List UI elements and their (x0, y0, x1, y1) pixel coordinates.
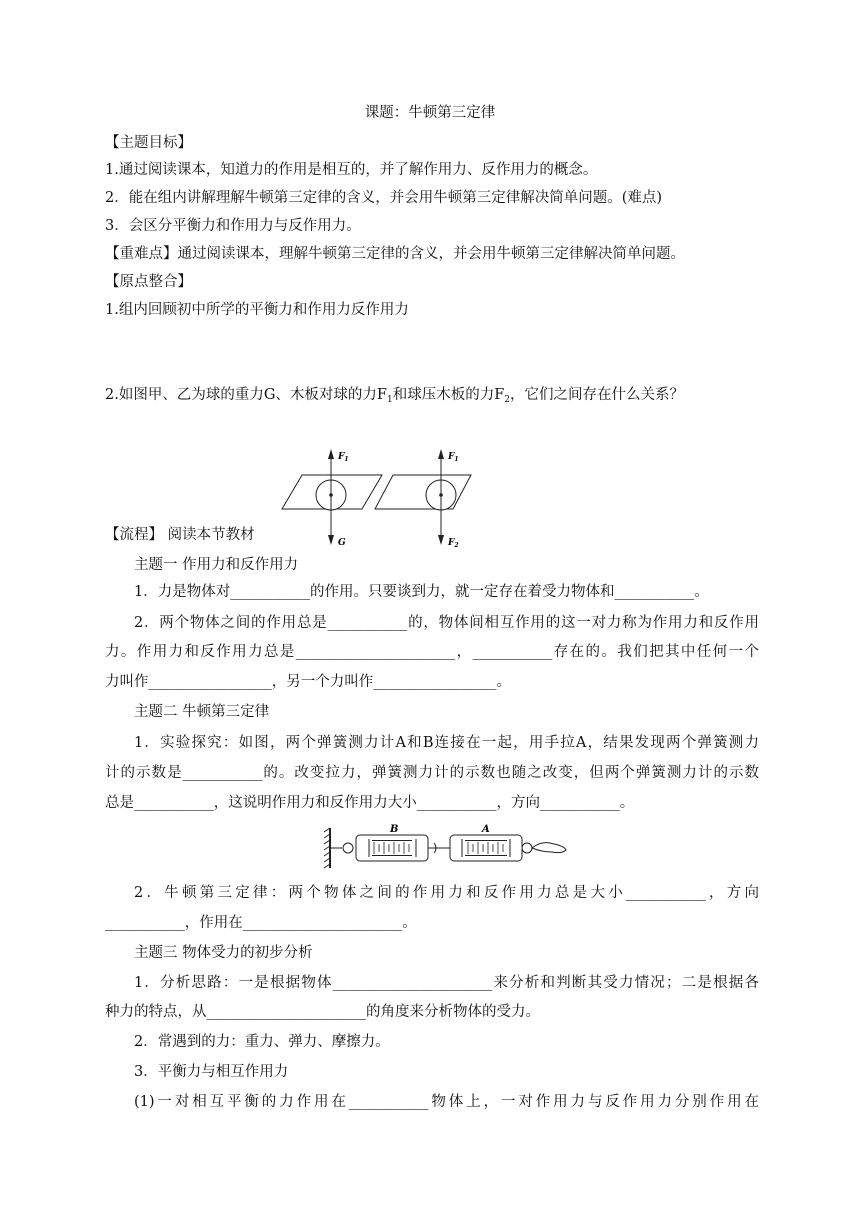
origin-2-text-c: ，它们之间存在什么关系？ (510, 387, 685, 403)
scale-a-body (450, 835, 522, 861)
board-right (375, 475, 471, 509)
topic2-q2-line1: 2．牛顿第三定律：两个物体之间的作用力和反作用力总是大小___________，方向 (134, 885, 759, 901)
topic1-heading: 主题一 作用力和反作用力 (134, 557, 299, 573)
topic2-q1-line2: 计的示数是___________的。改变拉力，弹簧测力计的示数也随之改变，但两个弹簧测力计的示数 (105, 765, 759, 781)
topic2-q2-line2: ___________，作用在______________________。 (105, 915, 417, 931)
origin-2-text-b: 和球压木板的力F (392, 387, 505, 403)
topic3-q2: 2．常遇到的力：重力、弹力、摩擦力。 (134, 1034, 390, 1050)
goal-3: 3．会区分平衡力和作用力与反作用力。 (105, 218, 361, 234)
label-f1-left: $F_1$ (338, 452, 349, 463)
scale-b-body (356, 835, 428, 861)
topic3-q1-line2: 种力的特点，从______________________的角度来分析物体的受力。 (105, 1004, 540, 1020)
topic1-q2-line1: 2．两个物体之间的作用总是___________的，物体间相互作用的这一对力称为作用力和反作用 (134, 615, 759, 631)
topic3-q1-line1: 1．分析思路：一是根据物体______________________来分析和判断其受力情况；二是根据各 (134, 975, 759, 991)
process-header: 【流程】 阅读本节教材 (105, 527, 255, 543)
origin-item-2 (105, 385, 684, 410)
force-diagram-figure (280, 445, 500, 550)
topic3-q3-1: (1)一对相互平衡的力作用在___________物体上，一对作用力与反作用力分别作用在 (134, 1094, 759, 1110)
topic2-q1-line1: 1．实验探究：如图，两个弹簧测力计A和B连接在一起，用手拉A，结果发现两个弹簧测力 (134, 735, 759, 751)
topic2-heading: 主题二 牛顿第三定律 (134, 704, 270, 720)
origin-2-text-a: 2.如图甲、乙为球的重力G、木板对球的力F (105, 387, 387, 403)
origin-item-1: 1.组内回顾初中所学的平衡力和作用力反作用力 (105, 302, 409, 318)
topic3-q3: 3．平衡力与相互作用力 (134, 1064, 289, 1080)
topic3-heading: 主题三 物体受力的初步分析 (134, 945, 313, 961)
topic1-q2-line3: 力叫作_________________，另一个力叫作_________________。 (105, 674, 511, 690)
subscript-1: 1 (386, 395, 393, 405)
label-f2: $F_2$ (448, 538, 459, 549)
origin-header: 【原点整合】 (105, 274, 192, 290)
topic1-q1: 1．力是物体对___________的作用。只要谈到力，就一定存在着受力物体和___________。 (134, 584, 709, 600)
hand-icon (532, 843, 566, 853)
topic1-q2-line2: 力。作用力和反作用力总是______________________，___________存在的。我们把其中任何一个 (105, 644, 759, 660)
goals-header: 【主题目标】 (105, 135, 192, 151)
key-points-text: 通过阅读课本，理解牛顿第三定律的含义，并会用牛顿第三定律解决简单问题。 (177, 246, 685, 262)
label-g: G (338, 538, 346, 548)
key-points-label: 【重难点】 (105, 246, 178, 262)
topic2-q1-line3: 总是___________，这说明作用力和反作用力大小___________，方向___________。 (105, 795, 635, 811)
label-f1-right: $F_1$ (448, 452, 459, 463)
label-scale-b: B (390, 824, 399, 835)
key-points (105, 244, 685, 264)
subscript-2: 2 (504, 395, 511, 405)
spring-scale-figure (322, 822, 570, 872)
goal-2: 2．能在组内讲解理解牛顿第三定律的含义，并会用牛顿第三定律解决简单问题。(难点) (105, 190, 663, 206)
page-title: 课题：牛顿第三定律 (364, 105, 496, 121)
label-scale-a: A (482, 824, 490, 835)
goal-1: 1.通过阅读课本，知道力的作用是相互的，并了解作用力、反作用力的概念。 (105, 162, 598, 178)
